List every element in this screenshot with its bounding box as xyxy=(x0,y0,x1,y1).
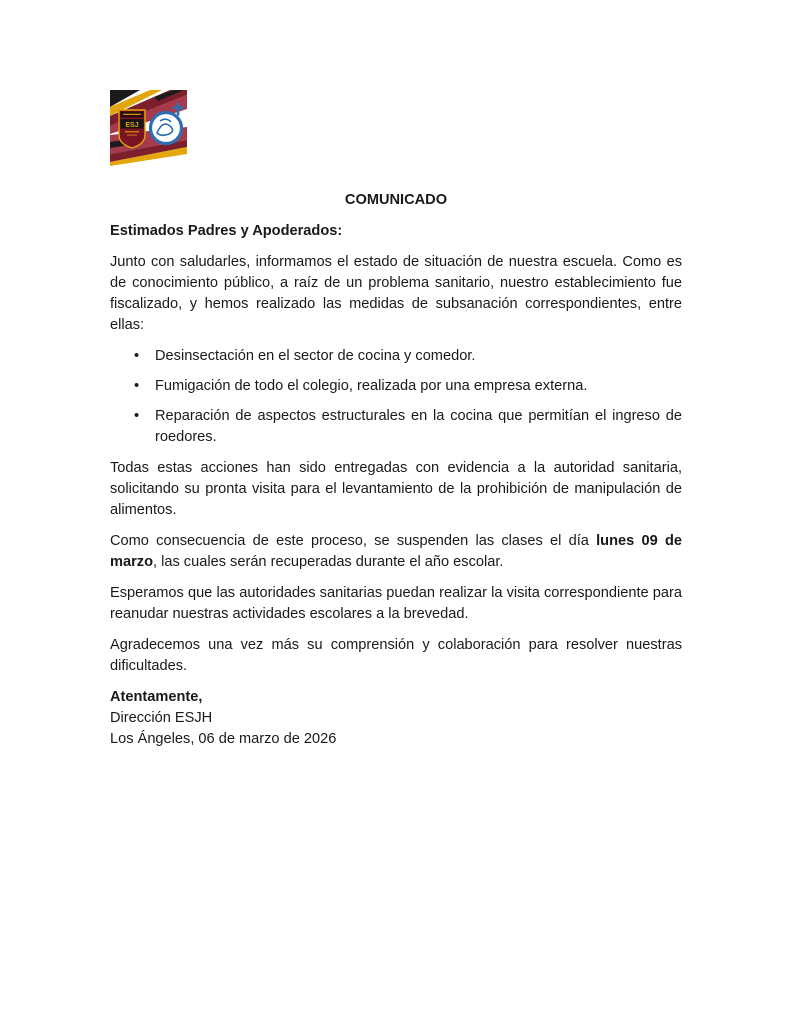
signature-place-date: Los Ángeles, 06 de marzo de 2026 xyxy=(110,731,337,747)
list-item-text: Desinsectación en el sector de cocina y comedor. xyxy=(155,348,476,364)
remediation-measures-list xyxy=(110,346,682,448)
signature-closing: Atentamente, xyxy=(110,689,203,705)
suspension-text-before: Como consecuencia de este proceso, se suspenden las clases el día xyxy=(110,533,597,549)
signature-sender: Dirección ESJH xyxy=(110,710,213,726)
paragraph-suspension xyxy=(110,531,682,573)
suspension-date-bold: lunes 09 de marzo xyxy=(110,533,682,570)
letter-title: COMUNICADO xyxy=(344,192,448,208)
paragraph-actions: Todas estas acciones han sido entregadas con evidencia a la autoridad sanitaria, solicitando su pronta visita para el levantamiento de la prohibición de manipulación de alimentos. xyxy=(110,460,682,518)
school-logo xyxy=(110,90,187,166)
paragraph-intro: Junto con saludarles, informamos el estado de situación de nuestra escuela. Como es de conocimiento público, a raíz de un problema sanitario, nuestro establecimiento fue fiscalizado, y hemos realizado las medidas de subsanación correspondientes, entre ellas: xyxy=(110,254,682,333)
paragraph-expectation: Esperamos que las autoridades sanitarias puedan realizar la visita correspondiente para reanudar nuestras actividades escolares a la brevedad. xyxy=(110,585,682,622)
list-item-text: Fumigación de todo el colegio, realizada por una empresa externa. xyxy=(155,378,588,394)
list-item xyxy=(134,376,682,397)
paragraph-thanks: Agradecemos una vez más su comprensión y colaboración para resolver nuestras dificultades. xyxy=(110,637,682,674)
suspension-text-after: , las cuales serán recuperadas durante el año escolar. xyxy=(152,554,504,570)
bullet-icon: • xyxy=(134,408,140,424)
letter-content xyxy=(110,190,682,750)
shield-text: ESJ xyxy=(125,121,139,129)
school-shield-emblem xyxy=(119,110,145,148)
greeting-line: Estimados Padres y Apoderados: xyxy=(110,223,343,239)
list-item xyxy=(134,406,682,448)
list-item-text: Reparación de aspectos estructurales en la cocina que permitían el ingreso de roedores. xyxy=(155,408,682,445)
bullet-icon: • xyxy=(134,348,140,364)
bullet-icon: • xyxy=(134,378,140,394)
list-item xyxy=(134,346,682,367)
